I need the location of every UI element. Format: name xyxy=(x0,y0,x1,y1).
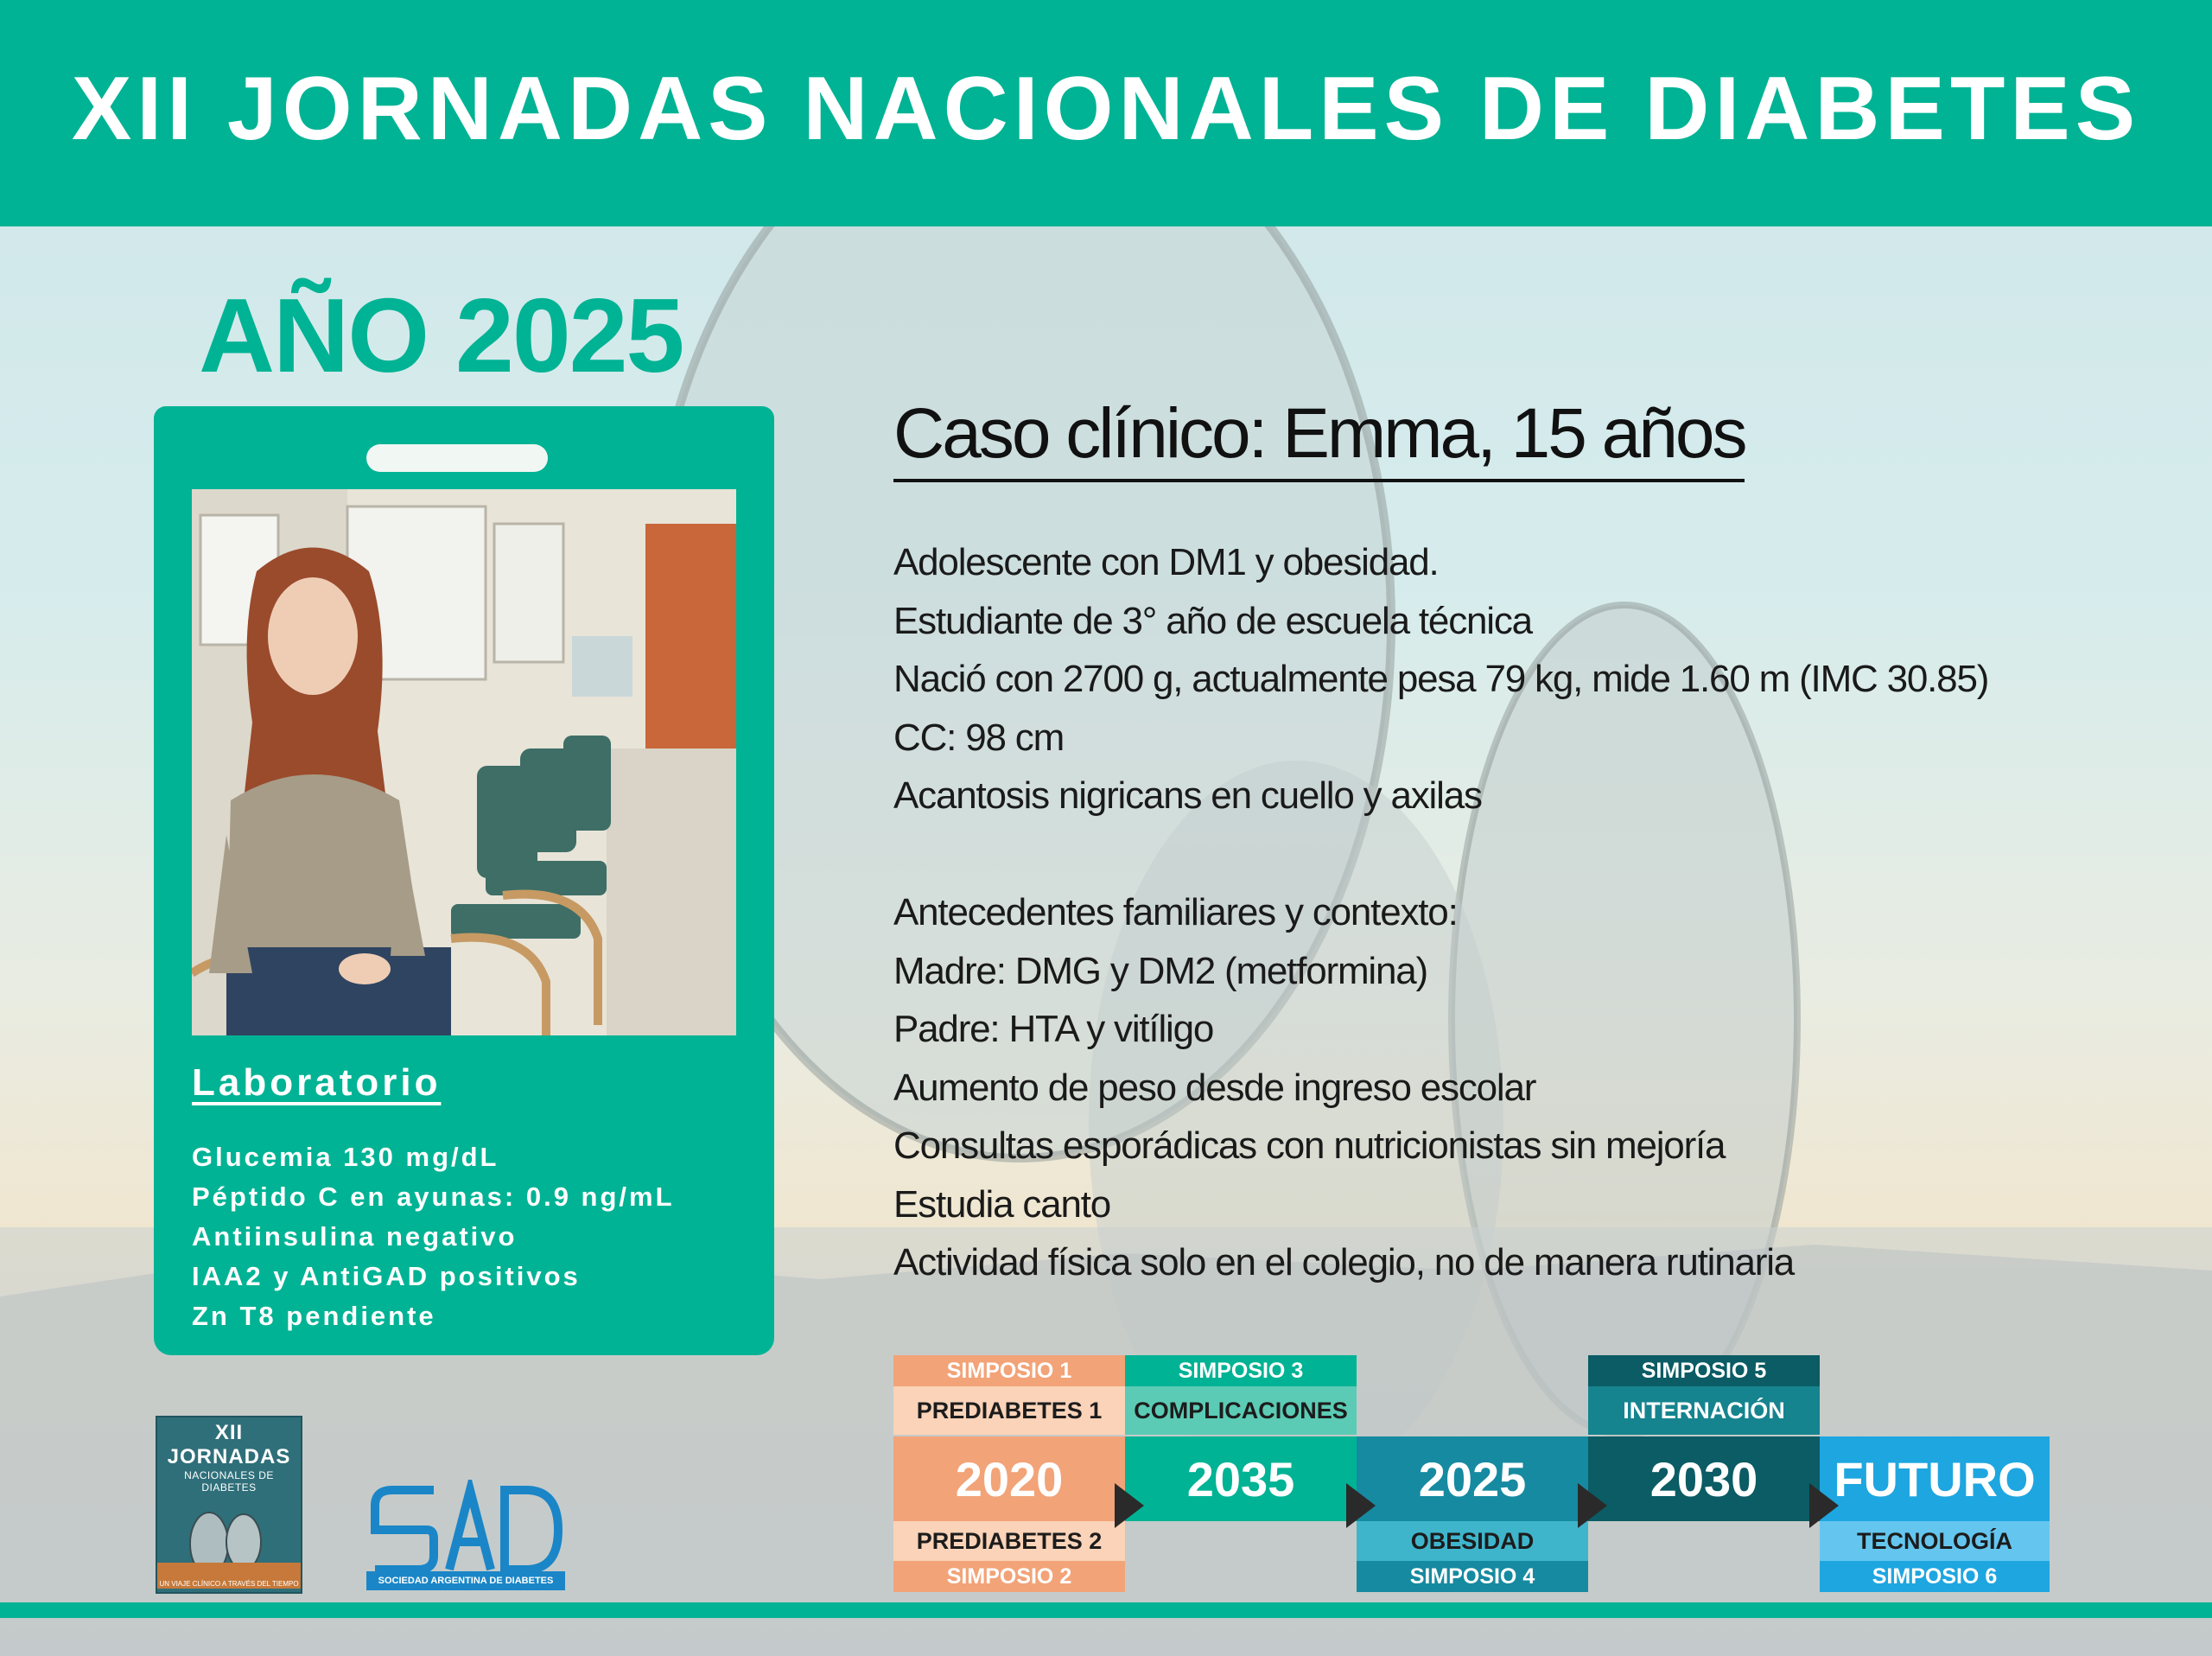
year-label: 2030 xyxy=(1588,1436,1820,1521)
header-banner xyxy=(0,0,2212,226)
event-title: XII JORNADAS NACIONALES DE DIABETES xyxy=(71,58,2141,159)
symposium-label: SIMPOSIO 3 xyxy=(1125,1355,1357,1386)
timeline-segment-2020 xyxy=(893,1355,1125,1590)
lab-item: Péptido C en ayunas: 0.9 ng/mL xyxy=(192,1181,675,1212)
context-line: Aumento de peso desde ingreso escolar xyxy=(893,1066,1536,1109)
card-lanyard-slot xyxy=(366,444,548,472)
year-label: 2035 xyxy=(1125,1436,1357,1521)
summary-line: Acantosis nigricans en cuello y axilas xyxy=(893,774,1482,817)
context-line: Madre: DMG y DM2 (metformina) xyxy=(893,949,1427,992)
context-line: Antecedentes familiares y contexto: xyxy=(893,891,1458,933)
timeline-arrow-icon xyxy=(1578,1483,1607,1528)
sad-caption: SOCIEDAD ARGENTINA DE DIABETES xyxy=(366,1571,565,1590)
summary-line: Adolescente con DM1 y obesidad. xyxy=(893,541,1439,583)
context-line: Padre: HTA y vitíligo xyxy=(893,1008,1214,1050)
symposium-label: SIMPOSIO 6 xyxy=(1820,1561,2050,1592)
lab-item: Zn T8 pendiente xyxy=(192,1301,436,1331)
topic-label: INTERNACIÓN xyxy=(1588,1386,1820,1435)
symposium-label: SIMPOSIO 1 xyxy=(893,1355,1125,1386)
timeline-arrow-icon xyxy=(1809,1483,1839,1528)
summary-line: Estudiante de 3° año de escuela técnica xyxy=(893,599,1532,642)
lab-item: IAA2 y AntiGAD positivos xyxy=(192,1261,581,1291)
book-footer: UN VIAJE CLÍNICO A TRAVÉS DEL TIEMPO xyxy=(159,1580,299,1588)
context-line: Actividad física solo en el colegio, no de manera rutinaria xyxy=(893,1241,1795,1283)
year-label: 2025 xyxy=(1357,1436,1588,1521)
context-line: Estudia canto xyxy=(893,1182,1111,1226)
year-label: 2020 xyxy=(893,1436,1125,1521)
case-title: Caso clínico: Emma, 15 años xyxy=(893,391,1745,482)
lab-results-list xyxy=(192,1137,675,1336)
book-subtitle: NACIONALES DE DIABETES xyxy=(184,1469,274,1494)
summary-line: Nació con 2700 g, actualmente pesa 79 kg, mide 1.60 m (IMC 30.85) xyxy=(893,658,1989,700)
year-heading: AÑO 2025 xyxy=(199,277,683,394)
patient-photo xyxy=(192,489,736,1035)
timeline-segment-futuro xyxy=(1820,1355,2050,1590)
lab-item: Antiinsulina negativo xyxy=(192,1221,518,1252)
symposium-label: SIMPOSIO 4 xyxy=(1357,1561,1588,1592)
book-title: XII JORNADAS xyxy=(167,1421,291,1468)
context-line: Consultas esporádicas con nutricionistas sin mejoría xyxy=(893,1124,1726,1167)
timeline-segment-2030 xyxy=(1588,1355,1820,1521)
topic-label: COMPLICACIONES xyxy=(1125,1386,1357,1435)
topic-label: PREDIABETES 2 xyxy=(893,1521,1125,1561)
family-context-list xyxy=(893,883,1794,1292)
topic-label: TECNOLOGÍA xyxy=(1820,1521,2050,1561)
topic-label: PREDIABETES 1 xyxy=(893,1386,1125,1435)
event-book-logo xyxy=(156,1416,302,1594)
topic-label: OBESIDAD xyxy=(1357,1521,1588,1561)
lab-item: Glucemia 130 mg/dL xyxy=(192,1142,499,1172)
footer-rule xyxy=(0,1602,2212,1618)
timeline-segment-2035 xyxy=(1125,1355,1357,1521)
case-summary-list xyxy=(893,533,1988,825)
summary-line: CC: 98 cm xyxy=(893,716,1065,759)
symposium-timeline xyxy=(893,1355,2050,1590)
timeline-segment-2025 xyxy=(1357,1355,1588,1590)
symposium-label: SIMPOSIO 5 xyxy=(1588,1355,1820,1386)
patient-id-card xyxy=(154,406,774,1355)
symposium-label: SIMPOSIO 2 xyxy=(893,1561,1125,1592)
lab-title: Laboratorio xyxy=(192,1061,442,1104)
timeline-arrow-icon xyxy=(1346,1483,1376,1528)
timeline-arrow-icon xyxy=(1115,1483,1144,1528)
year-label: FUTURO xyxy=(1820,1436,2050,1521)
